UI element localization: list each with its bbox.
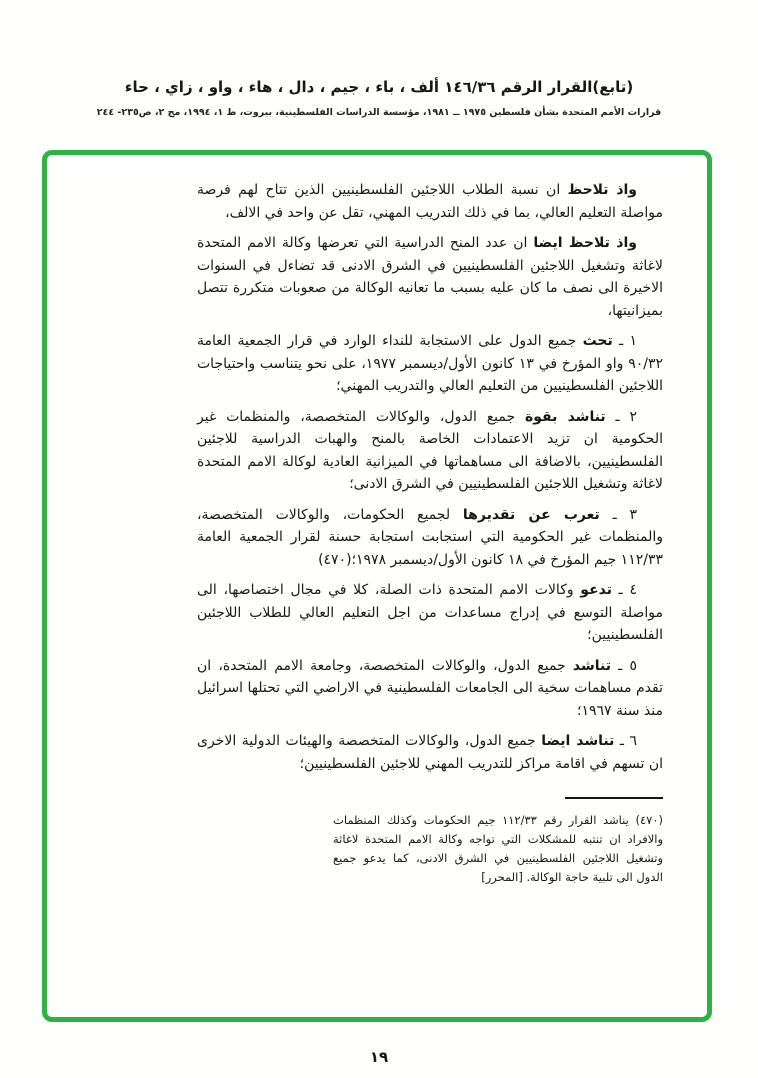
paragraph-lead: تناشد بقوة	[524, 408, 606, 425]
paragraph-text: جميع الدول على الاستجابة للنداء الوارد في قرار الجمعية العامة ٩٠/٣٢ واو المؤرخ في ١٣ كانون الأول/ديسمبر ١٩٧٧، على نحو يتناسب واحتياجات اللاجئين الفلسطينيين من التعليم العالي والتدريب المهني؛	[197, 333, 663, 394]
preamble-paragraph	[197, 232, 663, 322]
paragraph-lead: تعرب عن تقديرها	[462, 506, 600, 523]
paragraph-number: ١ ـ	[612, 333, 637, 349]
paragraph-number: ٥ ـ	[611, 657, 637, 674]
footnote	[333, 811, 663, 887]
operative-paragraph	[197, 504, 663, 572]
paragraph-lead: تدعو	[580, 582, 612, 598]
paragraph-number: ٦ ـ	[614, 733, 637, 749]
operative-paragraph	[197, 579, 663, 647]
resolution-body	[197, 179, 663, 887]
operative-paragraph	[197, 406, 663, 496]
operative-paragraph	[197, 330, 663, 398]
page-number: ١٩	[369, 1048, 389, 1066]
footnote-text: يناشد القرار رقم ١١٢/٣٣ جيم الحكومات وكذلك المنظمات والافراد ان تنتبه للمشكلات التي تواجه وكالة الامم المتحدة لاغاثة وتشغيل اللاجئين الفلسطينيين في الشرق الادنى، كما يدعو جميع الدول الى تلبية حاجة الوكالة. [المحرر]	[333, 813, 663, 884]
resolution-title: (تابع)القرار الرقم ١٤٦/٣٦ ألف ، باء ، جيم ، دال ، هاء ، واو ، زاي ، حاء	[124, 78, 634, 96]
operative-paragraph	[197, 655, 663, 723]
paragraph-number: ٢ ـ	[605, 408, 637, 425]
paragraph-lead: تحث	[582, 333, 613, 349]
footnote-separator	[565, 797, 663, 799]
operative-paragraph	[197, 730, 663, 775]
paragraph-text: وكالات الامم المتحدة ذات الصلة، كلا في مجال اختصاصها، الى مواصلة التوسع في إدراج مساعدات من اجل التعليم العالي للطلاب اللاجئين الفلسطينيين؛	[197, 582, 663, 643]
paragraph-text: جميع الدول، والوكالات المتخصصة، وجامعة الامم المتحدة، ان تقدم مساهمات سخية الى الجامعات الفلسطينية في الاراضي التي تحتلها اسرائيل منذ سنة ١٩٦٧؛	[197, 657, 663, 719]
paragraph-text: لجميع الحكومات، والوكالات المتخصصة، والمنظمات غير الحكومية التي استجابت استجابة حسنة لقرار الجمعية العامة ١١٢/٣٣ جيم المؤرخ في ١٨ كانون الأول/ديسمبر ١٩٧٨؛(٤٧٠)	[197, 506, 663, 568]
footnote-marker: (٤٧٠)	[635, 813, 663, 827]
paragraph-lead: واذ تلاحظ	[567, 182, 638, 198]
paragraph-lead: واذ تلاحظ ايضا	[533, 235, 637, 251]
paragraph-text: جميع الدول، والوكالات المتخصصة والهيئات الدولية الاخرى ان تسهم في اقامة مراكز للتدريب المهني للاجئين الفلسطينيين؛	[197, 733, 663, 772]
preamble-paragraph	[197, 179, 663, 224]
paragraph-text: جميع الدول، والوكالات المتخصصة، والمنظمات غير الحكومية ان تزيد الاعتمادات الخاصة بالمنح والهبات الدراسية للاجئين الفلسطينيين، بالاضافة الى مساهماتها في الميزانية العادية لوكالة الامم المتحدة لاغاثة وتشغيل اللاجئين الفلسطينيين في الشرق الادنى؛	[197, 408, 663, 492]
paragraph-text: ان عدد المنح الدراسية التي تعرضها وكالة الامم المتحدة لاغاثة وتشغيل اللاجئين الفلسطينيين في الشرق الادنى قد تضاءل في السنوات الاخيرة الى نصف ما كان عليه بسبب ما تعانيه الوكالة من صعوبات متكررة تتصل بميزانيتها،	[197, 235, 663, 319]
highlighted-content-box	[42, 150, 712, 1022]
paragraph-lead: تناشد	[572, 657, 611, 674]
paragraph-number: ٣ ـ	[599, 506, 637, 523]
document-header	[0, 78, 758, 118]
source-citation: قرارات الأمم المتحدة بشأن فلسطين ١٩٧٥ ــ ١٩٨١، مؤسسة الدراسات الفلسطينية، بيروت، ط ١، ١٩٩٤، مج ٢، ص٢٣٥- ٢٤٤	[96, 107, 662, 118]
paragraph-lead: تناشد ايضا	[541, 733, 615, 749]
paragraph-text: ان نسبة الطلاب اللاجئين الفلسطينيين الذين تتاح لهم فرصة مواصلة التعليم العالي، بما في ذلك التدريب المهني، تقل عن واحد في الالف،	[197, 182, 663, 221]
paragraph-number: ٤ ـ	[611, 582, 637, 598]
